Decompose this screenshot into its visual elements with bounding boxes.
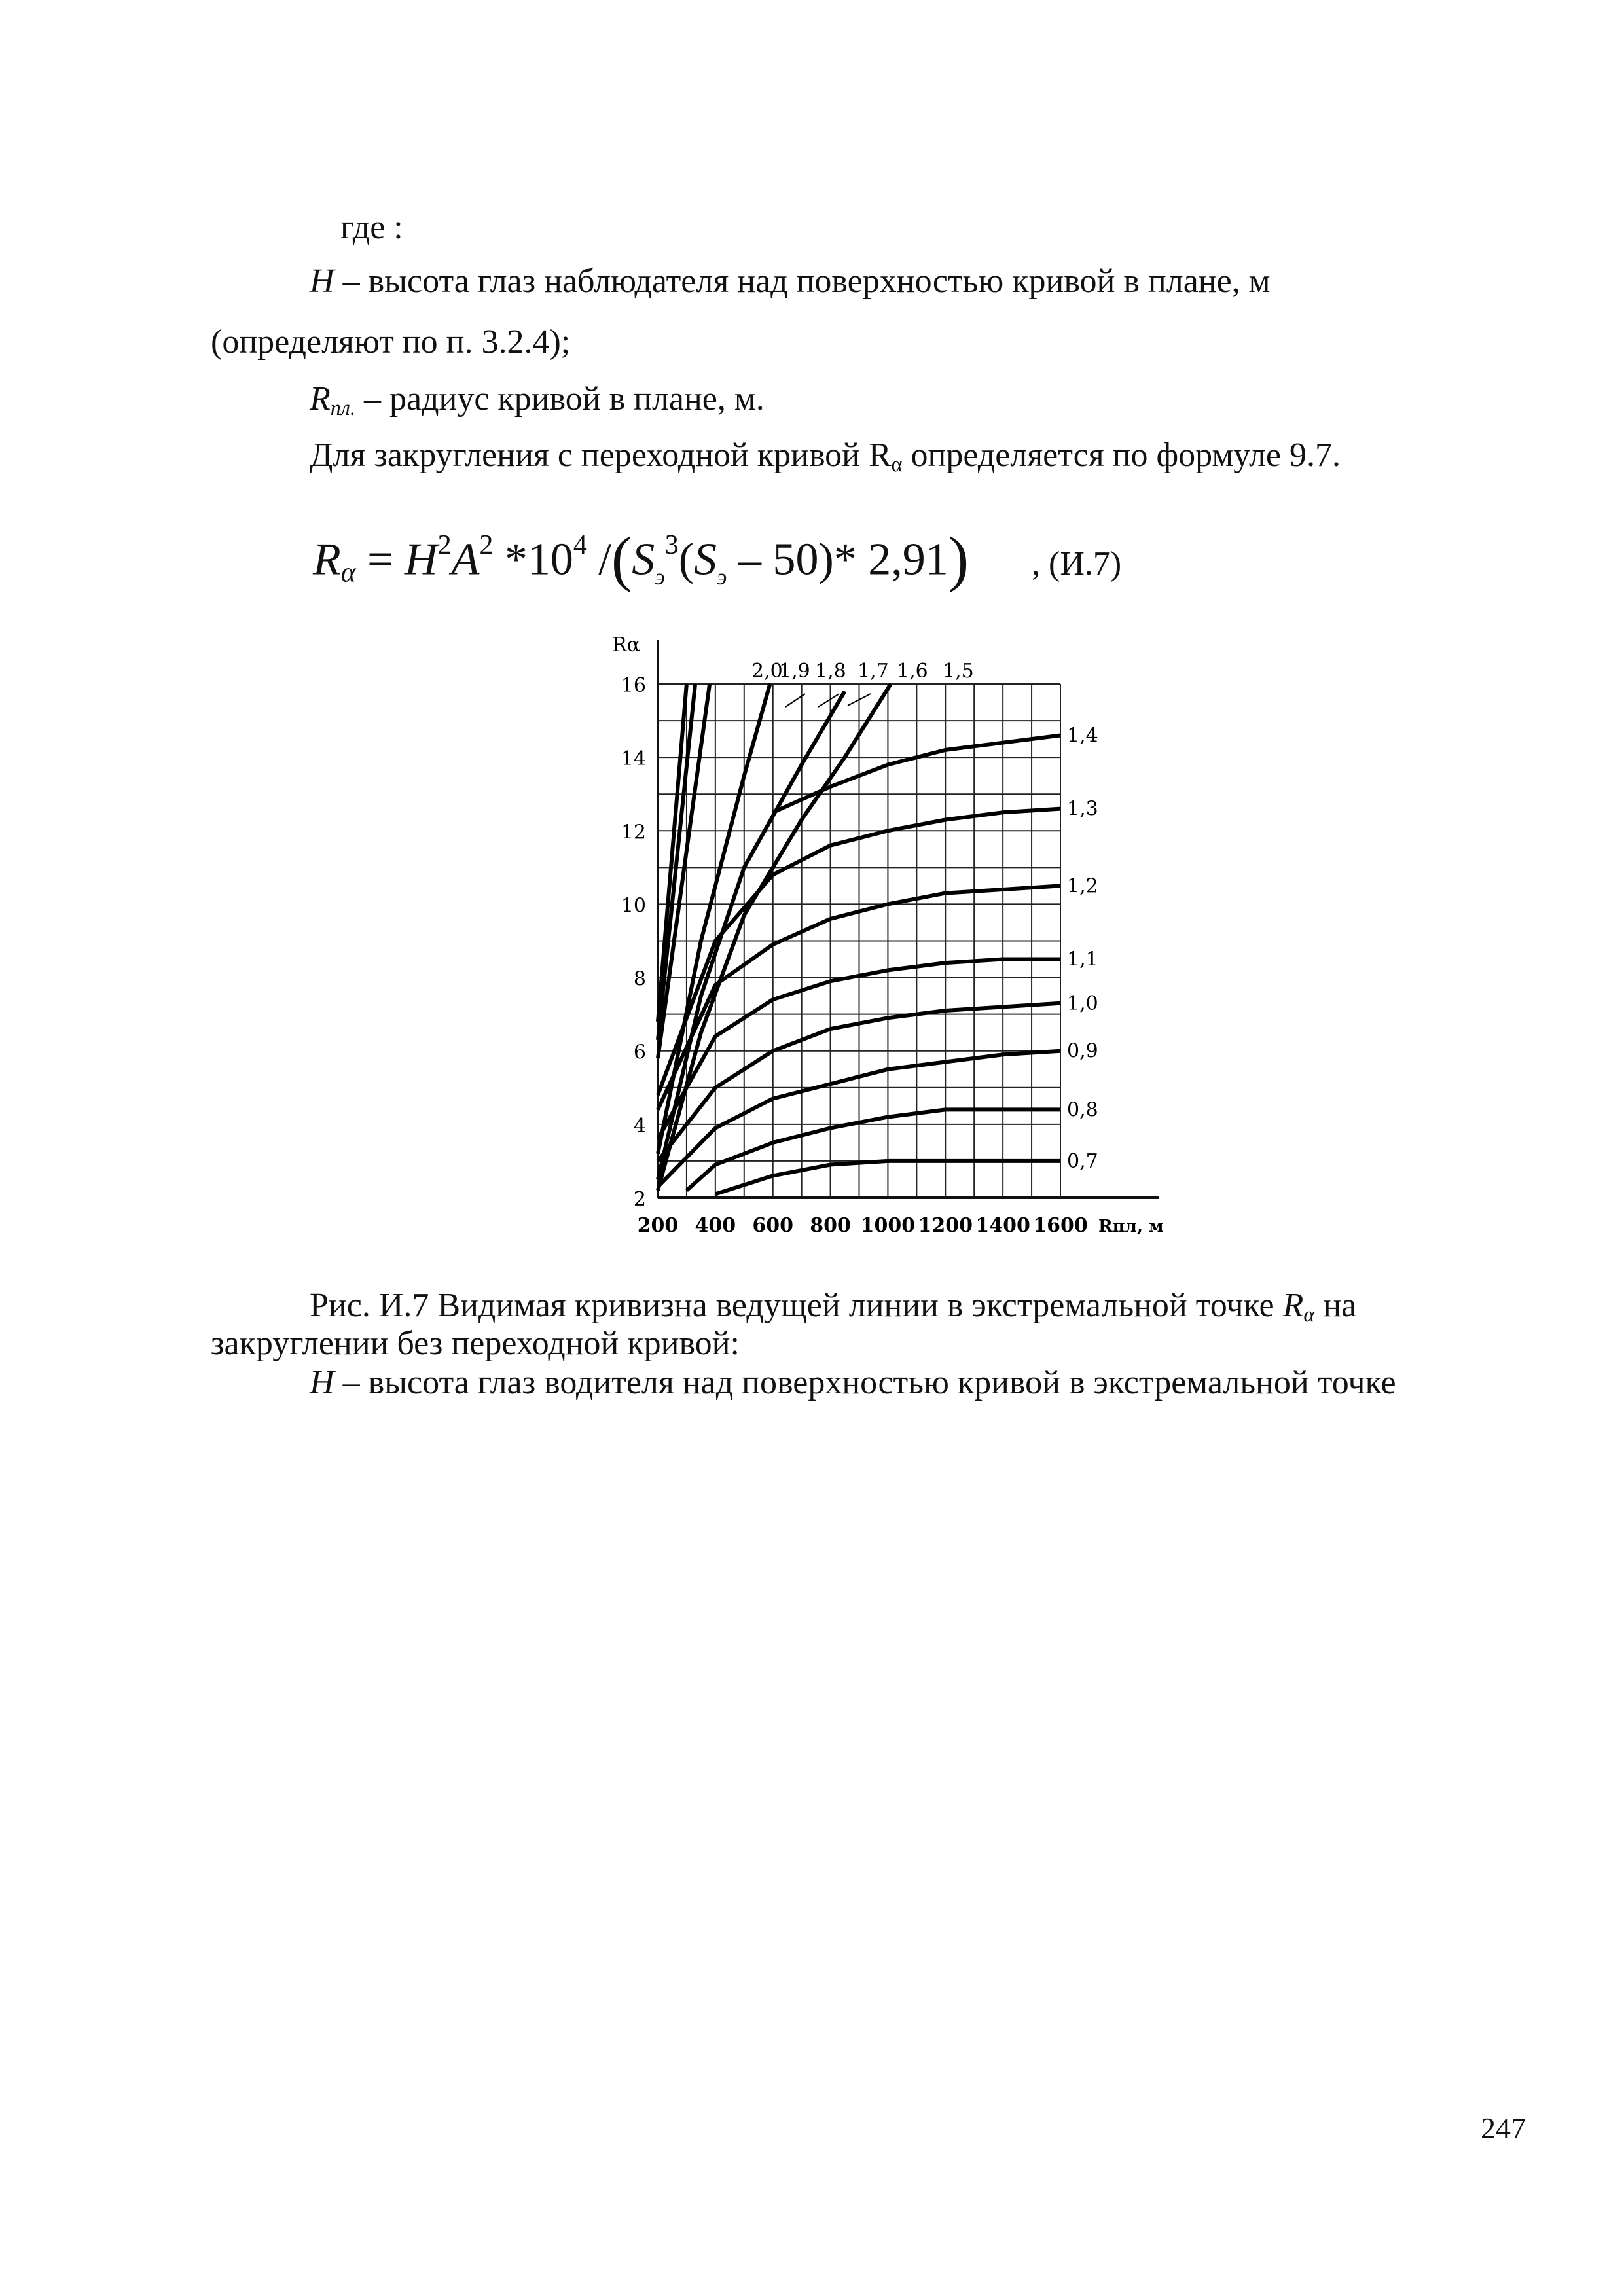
x-tick-label: 1200 xyxy=(918,1214,973,1237)
top-curve-label: 1,6 xyxy=(897,660,928,683)
r-symbol: $R_{пл.}$ xyxy=(310,380,355,420)
curve-label: 1,1 xyxy=(1067,948,1098,971)
y-tick-label: 12 xyxy=(621,821,646,844)
curve-label: 0,9 xyxy=(1067,1039,1098,1063)
x-tick-label: 1400 xyxy=(975,1214,1030,1237)
formula-i7: $R_\alpha = H^2A^2$ $*10^4$ $/(S_э^3(S_э - 50)*$ 2,91) xyxy=(313,525,969,593)
top-curve-label: 1,5 xyxy=(943,660,974,683)
top-curve-label: 1,9 xyxy=(779,660,810,683)
curve-label: 1,3 xyxy=(1067,797,1098,821)
r-definition-text: – радиус кривой в плане, м. xyxy=(355,380,765,418)
transition-sentence: Для закругления с переходной кривой $R_\alpha$ определяется по формуле 9.7. xyxy=(310,437,1341,476)
page-number: 247 xyxy=(1481,2111,1526,2145)
y-tick-label: 16 xyxy=(621,674,646,697)
r-alpha-chart xyxy=(589,615,1231,1244)
y-tick-label: 4 xyxy=(633,1114,646,1138)
x-tick-label: 200 xyxy=(637,1214,679,1237)
top-curve-label: 1,8 xyxy=(815,660,846,683)
top-curve-label: 2,0 xyxy=(751,660,783,683)
curve-1-9 xyxy=(658,684,695,1040)
curve-2-0 xyxy=(658,684,687,1022)
caption-symbol: $R_\alpha$ xyxy=(1282,1287,1315,1327)
equation-number: , (И.7) xyxy=(1032,545,1122,583)
x-axis-label: Rпл, м xyxy=(1098,1217,1164,1236)
h-definition-continued: (определяют по п. 3.2.4); xyxy=(211,323,571,361)
h-definition-text: – высота глаз наблюдателя над поверхностью кривой в плане, м xyxy=(334,262,1271,300)
y-tick-label: 14 xyxy=(621,747,646,771)
top-curve-label: 1,7 xyxy=(857,660,889,683)
figure-caption-line2: закруглении без переходной кривой: xyxy=(211,1325,740,1362)
h-symbol: H xyxy=(310,262,334,300)
curve-1-7 xyxy=(658,684,770,1154)
y-axis-label: Rα xyxy=(612,634,640,656)
curve-label: 1,0 xyxy=(1067,992,1098,1015)
curve-label: 1,4 xyxy=(1067,724,1098,747)
x-tick-label: 1600 xyxy=(1033,1214,1088,1237)
curve-label: 0,8 xyxy=(1067,1098,1098,1122)
figure-caption: Рис. И.7 Видимая кривизна ведущей линии в экстремальной точке $R_\alpha$ на xyxy=(310,1287,1357,1327)
x-tick-label: 1000 xyxy=(860,1214,916,1237)
x-tick-label: 600 xyxy=(752,1214,794,1237)
x-tick-label: 800 xyxy=(810,1214,851,1237)
y-tick-label: 6 xyxy=(633,1041,646,1064)
r-definition xyxy=(310,380,765,419)
curve-label: 0,7 xyxy=(1067,1149,1098,1173)
note-symbol: H xyxy=(310,1364,334,1401)
where-label: где : xyxy=(340,209,403,246)
h-definition xyxy=(310,262,1271,301)
x-tick-label: 400 xyxy=(695,1214,736,1237)
y-tick-label: 2 xyxy=(633,1188,646,1211)
curve-0-8 xyxy=(687,1109,1060,1190)
y-tick-label: 10 xyxy=(621,894,646,918)
curve-label: 1,2 xyxy=(1067,874,1098,898)
alpha-subscript: α xyxy=(891,452,903,476)
figure-note: H – высота глаз водителя над поверхностью кривой в экстремальной точке xyxy=(310,1364,1396,1401)
y-tick-label: 8 xyxy=(633,967,646,991)
